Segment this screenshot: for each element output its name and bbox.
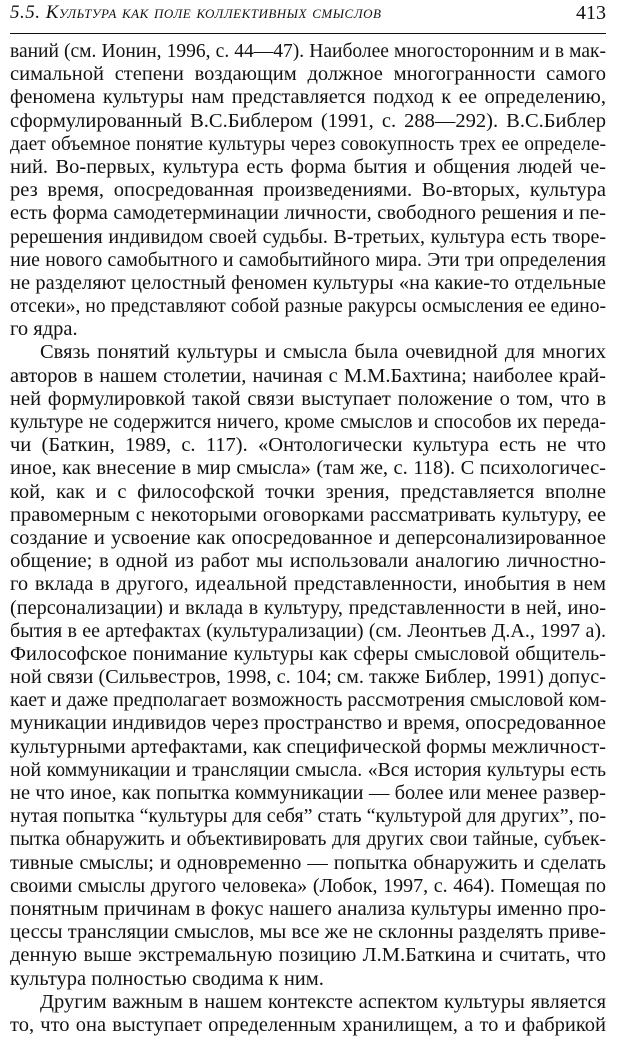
text-line: отсеки», но представляют собой разные ракурсы осмысления ее едино- [10,296,606,318]
text-line: не что иное, как попытка коммуникации — более или менее развер- [10,782,606,804]
header-rule [10,33,606,34]
text-line: симальной степени воздающим должное многогранности самого [10,63,606,86]
text-line: ваний (см. Ионин, 1996, с. 44—47). Наиболее многосторонним и в мак- [10,41,606,62]
text-line: рез время, опосредованная произведениями. Во-вторых, культура [10,179,606,202]
text-line: то, что она выступает определенным хранилищем, а то и фабрикой [10,1013,606,1036]
text-line: сформулированный В.С.Библером (1991, с. 288—292). В.С.Библер [10,109,606,132]
text-line: своими смыслы другого человека» (Лобок, 1997, с. 464). Помещая по [10,874,606,897]
text-line: есть форма самодетерминации личности, свободного решения и пе- [10,202,606,225]
text-line: кой, как и с философской точки зрения, представляется вполне [10,480,606,503]
text-line: культурными артефактами, как специфической формы межличност- [10,735,606,758]
text-line: чи (Баткин, 1989, с. 117). «Онтологически культура есть не что [10,434,606,457]
text-line: культуре не содержится ничего, кроме смыслов и способов их переда- [10,411,606,433]
text-line: ние нового самобытного и самобытийного мира. Эти три определения [10,248,606,271]
text-line: муникации индивидов через пространство и время, опосредованное [10,712,606,735]
text-line: ререшения индивидом своей судьбы. В-третьих, культура есть творе- [10,225,606,248]
text-line: общение; в одной из работ мы использовали аналогию личностно- [10,550,606,573]
page-header [10,2,606,36]
text-line: тивные смыслы; и одновременно — попытка обнаружить и сделать [10,851,606,874]
body-text [10,40,606,1037]
page-number: 413 [576,2,606,24]
text-line: понятным причинам в фокус нашего анализа культуры именно про- [10,897,606,920]
paragraph-start-line: Связь понятий культуры и смысла была очевидной для многих [40,341,606,364]
text-line: правомерным с некоторыми оговорками рассматривать культуру, ее [10,503,606,526]
text-line: пытка обнаружить и объективировать для других свои тайные, субъек- [10,829,606,851]
text-line: феномена культуры нам представляется подход к ее определению, [10,86,606,109]
paragraph-start-line: Другим важным в нашем контексте аспектом культуры является [40,990,606,1013]
text-line: го ядра. [10,318,78,341]
text-line: цессы трансляции смыслов, мы все же не склонны разделять приве- [10,921,606,944]
text-line: (персонализации) и вклада в культуру, представленности в ней, ино- [10,596,606,619]
text-line: нутая попытка “культуры для себя” стать “культурой для других”, по- [10,805,606,828]
text-line: культура полностью сводима к ним. [10,967,324,990]
text-line: го вклада в другого, идеальной представленности, инобытия в нем [10,573,606,596]
text-line: ний. Во-первых, культура есть форма бытия и общения людей че- [10,155,606,178]
text-line: авторов в нашем столетии, начиная с М.М.Бахтина; наиболее край- [10,364,606,387]
text-line: ной коммуникации и трансляции смысла. «Вся история культуры есть [10,758,606,781]
text-line: иное, как внесение в мир смысла» (там же, с. 118). С психологичес- [10,457,606,480]
text-line: денную выше экстремальную позицию Л.М.Баткина и считать, что [10,944,606,967]
text-line: ней формулировкой такой связи выступает положение о том, что в [10,387,606,410]
text-line: дает объемное понятие культуры через совокупность трех ее определе- [10,133,606,155]
text-line: создание и усвоение как опосредованное и деперсонализированное [10,526,606,549]
text-line: кает и даже предполагает возможность рассмотрения смысловой ком- [10,689,606,712]
text-line: бытия в ее артефактах (культурализации) (см. Леонтьев Д.А., 1997 а). [10,619,606,642]
text-line: Философское понимание культуры как сферы смысловой общитель- [10,642,606,665]
text-line: не разделяют целостный феномен культуры «на какие-то отдельные [10,271,606,294]
running-head: 5.5. Культура как поле коллективных смыслов [10,2,382,23]
text-line: ной связи (Сильвестров, 1998, с. 104; см. также Библер, 1991) допус- [10,666,606,689]
